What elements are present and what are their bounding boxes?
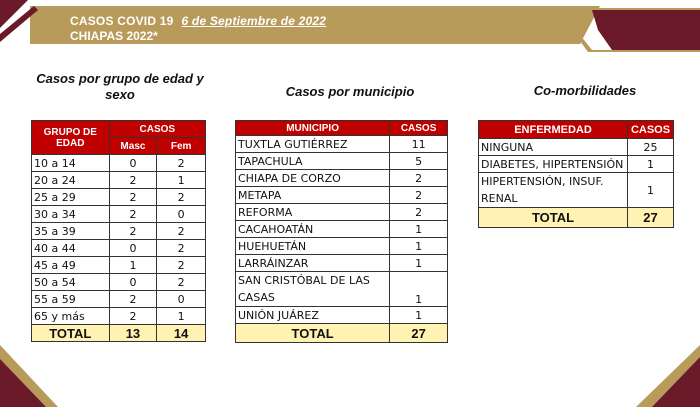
table-row [32, 189, 206, 206]
muni-name-cell: LARRÁINZAR [236, 255, 390, 272]
header-subtitle: CHIAPAS 2022* [70, 29, 158, 43]
table-row [479, 156, 674, 173]
age-col-group: GRUPO DE EDAD [32, 121, 110, 155]
muni-cases-cell: 1 [390, 255, 448, 272]
muni-cases-cell: 2 [390, 170, 448, 187]
table-row [236, 272, 448, 307]
comorb-table-title: Co-morbilidades [533, 83, 637, 98]
fem-cell: 1 [157, 172, 206, 189]
age-table-title: Casos por grupo de edad y sexo [36, 71, 204, 102]
masc-cell: 1 [109, 257, 157, 274]
muni-name-cell: HUEHUETÁN [236, 238, 390, 255]
total-fem: 14 [157, 325, 206, 342]
table-row [32, 155, 206, 172]
age-group-cell: 35 a 39 [32, 223, 110, 240]
table-row [32, 240, 206, 257]
table-row [32, 291, 206, 308]
total-label: TOTAL [32, 325, 110, 342]
header-title: CASOS COVID 19 [70, 14, 174, 28]
masc-cell: 2 [109, 189, 157, 206]
masc-cell: 0 [109, 274, 157, 291]
total-masc: 13 [109, 325, 157, 342]
table-row [236, 187, 448, 204]
muni-col-name: MUNICIPIO [236, 121, 390, 136]
muni-cases-cell: 1 [390, 221, 448, 238]
comorb-col-disease: ENFERMEDAD [479, 121, 628, 139]
age-group-cell: 55 a 59 [32, 291, 110, 308]
masc-cell: 2 [109, 308, 157, 325]
total-row [479, 208, 674, 228]
table-row [236, 255, 448, 272]
fem-cell: 2 [157, 155, 206, 172]
muni-cases-cell: 5 [390, 153, 448, 170]
age-group-cell: 20 a 24 [32, 172, 110, 189]
table-row [236, 204, 448, 221]
muni-col-cases: CASOS [390, 121, 448, 136]
table-row [236, 153, 448, 170]
comorb-cases-cell: 1 [628, 173, 674, 208]
comorb-col-cases: CASOS [628, 121, 674, 139]
comorb-name-cell: NINGUNA [479, 139, 628, 156]
muni-table [235, 120, 448, 343]
header-date: 6 de Septiembre de 2022 [181, 14, 327, 28]
age-group-cell: 30 a 34 [32, 206, 110, 223]
comorb-name-cell: HIPERTENSIÓN, INSUF. RENAL [479, 173, 628, 208]
total-label: TOTAL [236, 324, 390, 343]
muni-name-cell: UNIÓN JUÁREZ [236, 307, 390, 324]
fem-cell: 0 [157, 206, 206, 223]
muni-name-cell: REFORMA [236, 204, 390, 221]
comorb-name-cell: DIABETES, HIPERTENSIÓN [479, 156, 628, 173]
muni-name-cell: METAPA [236, 187, 390, 204]
table-row [32, 308, 206, 325]
header-title-line [70, 14, 326, 28]
comorb-table [478, 120, 674, 228]
age-group-cell: 50 a 54 [32, 274, 110, 291]
table-row [236, 238, 448, 255]
muni-name-cell: TAPACHULA [236, 153, 390, 170]
comorb-cases-cell: 1 [628, 156, 674, 173]
masc-cell: 2 [109, 206, 157, 223]
age-group-cell: 65 y más [32, 308, 110, 325]
table-row [32, 257, 206, 274]
fem-cell: 2 [157, 189, 206, 206]
fem-cell: 2 [157, 274, 206, 291]
age-col-cases: CASOS [109, 121, 205, 138]
table-row [236, 136, 448, 153]
age-col-fem: Fem [157, 138, 206, 155]
fem-cell: 2 [157, 240, 206, 257]
muni-cases-cell: 1 [390, 238, 448, 255]
masc-cell: 2 [109, 172, 157, 189]
fem-cell: 2 [157, 223, 206, 240]
muni-name-cell: SAN CRISTÓBAL DE LAS CASAS [236, 272, 390, 307]
muni-cases-cell: 1 [390, 307, 448, 324]
masc-cell: 0 [109, 155, 157, 172]
fem-cell: 0 [157, 291, 206, 308]
total-value: 27 [628, 208, 674, 228]
age-group-cell: 40 a 44 [32, 240, 110, 257]
muni-name-cell: CACAHOATÁN [236, 221, 390, 238]
table-row [32, 172, 206, 189]
table-row [236, 221, 448, 238]
muni-cases-cell: 2 [390, 187, 448, 204]
fem-cell: 1 [157, 308, 206, 325]
bottom-left-decoration [0, 345, 60, 407]
age-group-cell: 10 a 14 [32, 155, 110, 172]
age-group-cell: 45 a 49 [32, 257, 110, 274]
muni-cases-cell: 2 [390, 204, 448, 221]
table-row [32, 223, 206, 240]
muni-name-cell: TUXTLA GUTIÉRREZ [236, 136, 390, 153]
table-row [32, 206, 206, 223]
header-band [0, 0, 700, 52]
total-row [236, 324, 448, 343]
muni-cases-cell: 11 [390, 136, 448, 153]
bottom-right-decoration [630, 345, 700, 407]
table-row [32, 274, 206, 291]
age-col-masc: Masc [109, 138, 157, 155]
masc-cell: 2 [109, 223, 157, 240]
total-label: TOTAL [479, 208, 628, 228]
table-row [479, 139, 674, 156]
muni-table-title: Casos por municipio [285, 84, 415, 99]
age-table [31, 120, 206, 342]
masc-cell: 2 [109, 291, 157, 308]
total-value: 27 [390, 324, 448, 343]
comorb-cases-cell: 25 [628, 139, 674, 156]
table-row [236, 170, 448, 187]
table-row [479, 173, 674, 208]
masc-cell: 0 [109, 240, 157, 257]
muni-cases-cell: 1 [390, 272, 448, 307]
muni-name-cell: CHIAPA DE CORZO [236, 170, 390, 187]
total-row [32, 325, 206, 342]
table-row [236, 307, 448, 324]
age-group-cell: 25 a 29 [32, 189, 110, 206]
fem-cell: 2 [157, 257, 206, 274]
